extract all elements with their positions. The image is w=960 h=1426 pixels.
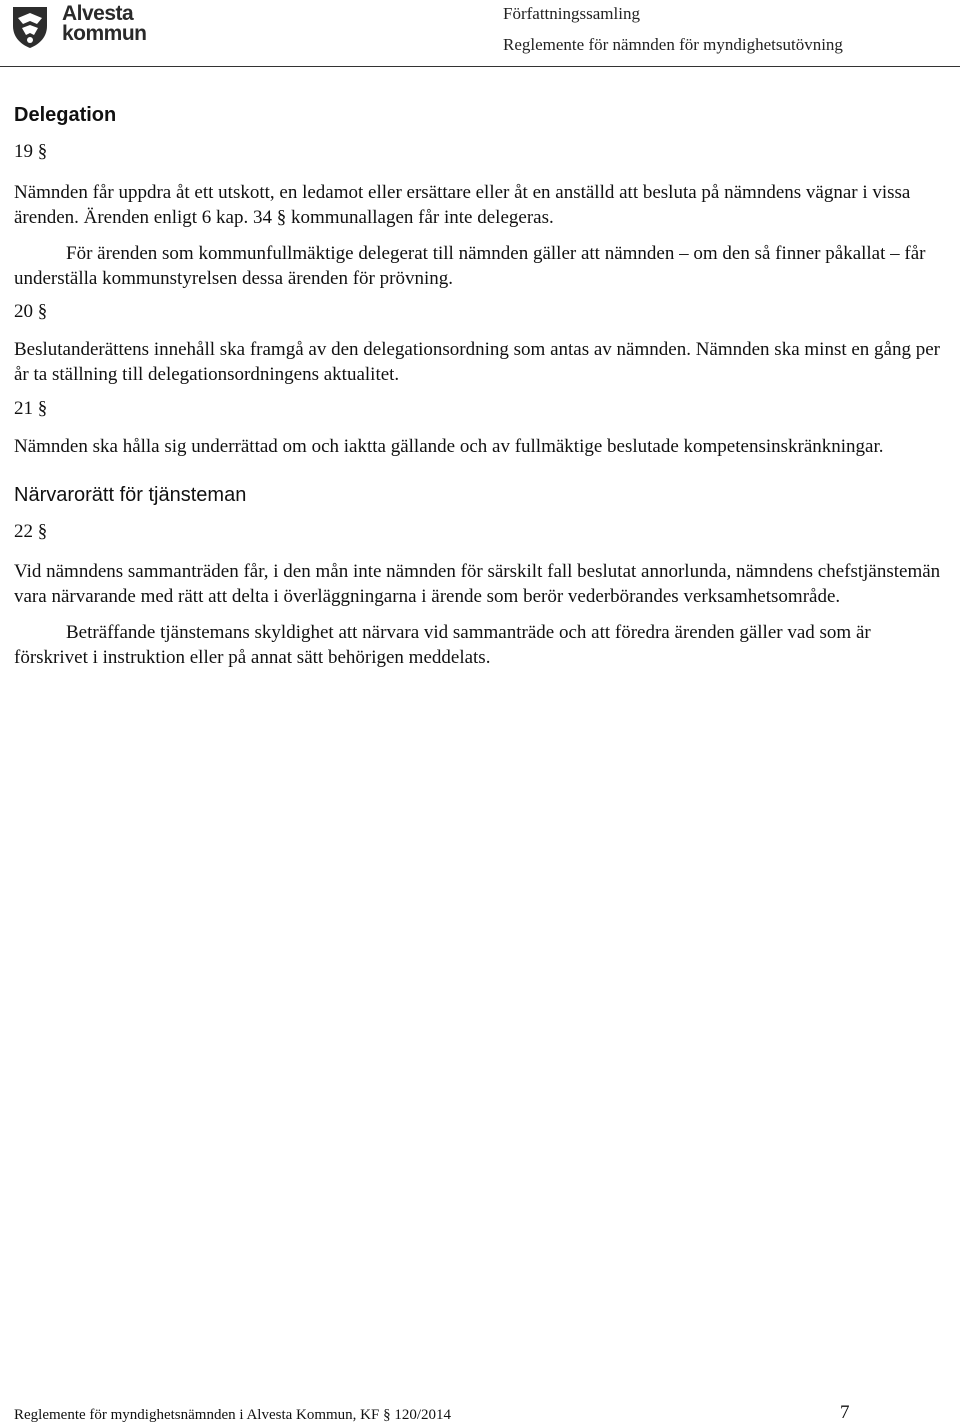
paragraph-number-22: 22 § <box>14 521 48 542</box>
header-divider <box>0 66 960 67</box>
paragraph-number-20: 20 § <box>14 301 48 322</box>
paragraph-22-text-2: Beträffande tjänstemans skyldighet att närvara vid sammanträde och att föredra ärenden gäller vad som är förskrivet i instruktion eller på annat sätt behörigen meddelats. <box>14 622 871 668</box>
document-title: Reglemente för nämnden för myndighetsutövning <box>503 35 843 54</box>
paragraph-22-text-1: Vid nämndens sammanträden får, i den mån inte nämnden för särskilt fall beslutat annorlunda, nämndens chefstjänstemän vara närvarande med rätt att delta i överläggningarna i ärende som berör vederbörandes verksamhetsområde. <box>14 561 941 607</box>
heading-delegation: Delegation <box>14 104 117 126</box>
alvesta-kommun-logo <box>10 2 147 50</box>
paragraph-21-text: Nämnden ska hålla sig underrättad om och iaktta gällande och av fullmäktige beslutade kompetensinskränkningar. <box>14 436 884 457</box>
paragraph-number-19: 19 § <box>14 141 48 162</box>
paragraph-19-text-2: För ärenden som kommunfullmäktige delegerat till nämnden gäller att nämnden – om den så finner påkallat – får underställa kommunstyrelsen dessa ärenden för prövning. <box>14 243 926 289</box>
paragraph-number-21: 21 § <box>14 398 48 419</box>
heading-narvarorätt: Närvarorätt för tjänsteman <box>14 484 247 506</box>
page-number: 7 <box>840 1402 850 1423</box>
page-header <box>0 0 960 68</box>
paragraph-19-text-1: Nämnden får uppdra åt ett utskott, en ledamot eller ersättare eller åt en anställd att besluta på nämndens vägnar i vissa ärenden. Ärenden enligt 6 kap. 34 § kommunallagen får inte delegeras. <box>14 182 911 228</box>
paragraph-20-text: Beslutanderättens innehåll ska framgå av den delegationsordning som antas av nämnden. Nämnden ska minst en gång per år ta ställning till delegationsordningens aktualitet. <box>14 339 940 385</box>
footer-reference: Reglemente för myndighetsnämnden i Alvesta Kommun, KF § 120/2014 <box>14 1407 452 1423</box>
document-body <box>14 100 944 670</box>
coat-of-arms-icon <box>10 4 50 50</box>
logo-wordmark: Alvesta kommun <box>62 2 147 45</box>
document-series-title: Författningssamling <box>503 4 640 23</box>
